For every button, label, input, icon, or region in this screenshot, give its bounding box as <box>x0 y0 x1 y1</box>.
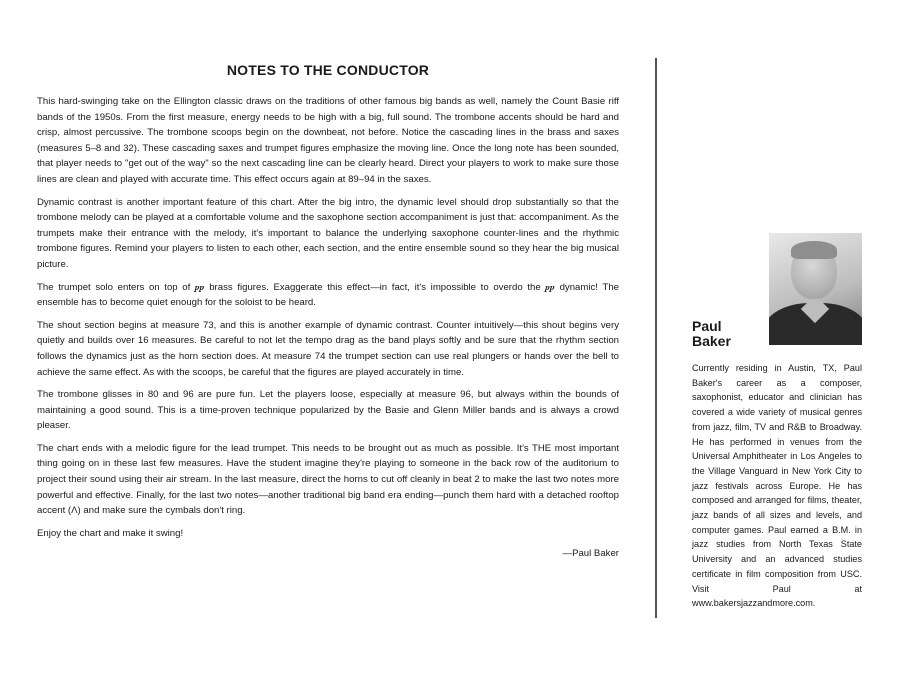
notes-paragraph-6: The chart ends with a melodic figure for the lead trumpet. This needs to be brought out as much as possible. It's THE most important thing going on in these last few measures. Have the student imagine they're playing to someone in the back row of the auditorium to project their sound using their air stream. In the last measure, direct the horns to cut off cleanly in beat 2 to make the last two notes more powerful and effective. Finally, for the last two notes—another traditional big band era ending—punch them hard with a detached rooftop accent (Λ) and make sure the cymbals don't ring. <box>37 442 619 517</box>
notes-paragraph-2: Dynamic contrast is another important feature of this chart. After the big intro, the dynamic level should drop substantially so that the trombone melody can be played at a comfortable volume and the saxophone section accompaniment is just that: accompaniment. As the trumpets make their entrance with the melody, it's important to balance the underlying saxophone counter-lines and the rhythmic trombone figures. Remind your players to listen to each other, each section, and the entire ensemble sound so they hear the big musical picture. <box>37 196 619 270</box>
author-portrait-icon <box>769 233 862 345</box>
author-bio: Currently residing in Austin, TX, Paul Baker's career as a composer, saxophonist, educator and clinician has covered a wide variety of musical genres from jazz, film, TV and R&B to Broadway. He has performed in venues from the Universal Amphitheater in Los Angeles to the Village Vanguard in New York City to jazz festivals across Europe. He has composed and arranged for films, theater, jazz bands of all sizes and levels, and computer games. Paul earned a B.M. in jazz studies from North Texas State University and an advanced studies certificate in film composition from USC. Visit Paul at www.bakersjazzandmore.com. <box>692 363 862 609</box>
conductor-notes <box>37 62 619 559</box>
notes-paragraph-4: The shout section begins at measure 73, and this is another example of dynamic contrast. Counter intuitively—this shout begins very quietly and builds over 16 measures. Be careful to not let the tempo drag as the band plays softly and be sure that the rhythm section follows the dynamics just as the horn section does. At measure 74 the trumpet section can use real plungers or hands over the bell to achieve the same effect. As with the scoops, be careful that the figures are played accurately in time. <box>37 319 619 378</box>
author-first-name: Paul <box>692 318 722 334</box>
page-title: NOTES TO THE CONDUCTOR <box>226 62 430 78</box>
signature: —Paul Baker <box>562 548 619 560</box>
notes-paragraph-7: Enjoy the chart and make it swing! <box>37 527 184 539</box>
author-last-name: Baker <box>692 333 731 349</box>
author-name <box>692 319 731 349</box>
column-divider <box>655 58 657 618</box>
notes-paragraph-5: The trombone glisses in 80 and 96 are pure fun. Let the players loose, especially at measure 96, but always within the bounds of maintaining a good sound. This is a time-proven technique popularized by the Basie and Glenn Miller bands and is always a crowd pleaser. <box>37 389 619 432</box>
notes-paragraph-1: This hard-swinging take on the Ellington classic draws on the traditions of other famous big bands as well, namely the Count Basie riff bands of the 1950s. From the first measure, energy needs to be high with a big, full sound. The trombone accents should be hard and crisp, almost percussive. The trombone scoops begin on the downbeat, not before. Notice the cascading lines in the brass and saxes (measures 5–8 and 32). These cascading saxes and trumpet figures emphasize the moving line. Once the long note has been sounded, that player needs to "get out of the way" so the next cascading line can be clearly heard. Direct your players to work to make sure those lines are clean and played with accurate time. This effect occurs again at 89–94 in the saxes. <box>37 96 619 185</box>
notes-paragraph-3: The trumpet solo enters on top of 𝆏𝆏 brass figures. Exaggerate this effect—in fact, it's impossible to overdo the 𝆏𝆏 dynamic! The ensemble has to become quiet enough for the soloist to be heard. <box>37 281 619 309</box>
